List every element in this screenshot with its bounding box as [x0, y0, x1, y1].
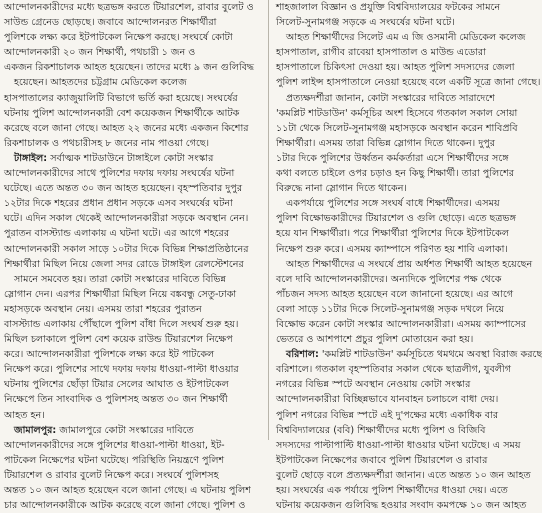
right-column-line: হয়ে যান শিক্ষার্থীরা। পরে শিক্ষার্থীরা পুলিশের দিকে ইটপাটকেল [276, 228, 510, 240]
left-column-line: টাঙ্গাইল: সর্বাত্মক শাটডাউনে টাঙ্গাইলে কোটা সংস্কার [14, 152, 214, 164]
left-column-line: করেছে বলে জানা গেছে। আহত ২২ জনের মধ্যে একজন কিশোর [4, 122, 249, 134]
right-column-line: বিরুদ্ধে নানা স্লোগান দিতে থাকেন। [276, 183, 407, 195]
right-column-line: কথা বলতে চাইলে ওপর চড়াও হন কিছু শিক্ষার্থী। তারা পুলিশের [276, 168, 515, 180]
article-left-column [4, 0, 262, 512]
left-column-line: পুলিশকে লক্ষ্য করে ইটপাটকেল নিক্ষেপ করছে। সংঘর্ষে কোটা [4, 32, 233, 44]
left-column-line: আহত হন। [4, 409, 45, 421]
right-column-line: বরিশালে। গতকাল বৃহস্পতিবার সকাল থেকে ছাত্রলীগ, যুবলীগ [276, 364, 511, 376]
right-column-line: ঘটনায় কয়েকজন গুলিবিদ্ধ হওয়ার সংবাদ কমপক্ষে ১০ জন আহত [276, 500, 527, 512]
right-column-line: 'কমপ্লিট শাটডাউন' কর্মসূচির অংশ হিসেবে গতকাল সকাল সোয়া [276, 107, 518, 119]
left-column-line: পাটকেল নিক্ষেপের ঘটনা ঘটেছে। পরিস্থিতি নিয়ন্ত্রণে পুলিশ [4, 454, 225, 466]
right-column-line: বিক্ষোভ করেন কোটা সংস্কার আন্দোলনকারীরা। এসময় ক্যাম্পাসের [276, 318, 527, 330]
right-column-line: আহত শিক্ষার্থীদের এ সংঘর্ষে প্রায় অর্ধশত শিক্ষার্থী আহত হয়েছেন [286, 258, 533, 270]
right-column-line: পুলিশ বিক্ষোভকারীদের টিয়ারশেল ও গুলি ছোড়ে। এতে ছত্রভঙ্গ [276, 213, 516, 225]
right-column-line: শাহজালাল বিজ্ঞান ও প্রযুক্তি বিশ্ববিদ্যালয়ের ফটকের সামনে [276, 2, 501, 13]
left-column-line: আন্দোলনকারী ২০ জন শিক্ষার্থী, পথচারী ১ জন ও [4, 47, 196, 59]
left-column-line: আন্দোলনকারীদের মধ্যে ছত্রভঙ্গ করতে টিয়ারশেল, রাবার বুলেট ও [4, 2, 254, 13]
left-column-line: বাসস্ট্যান্ড এলাকায় পৌঁছালে পুলিশ বাঁধা দিলে সংঘর্ষ শুরু হয়। [4, 318, 239, 330]
right-column-line: ১১টা থেকে সিলেট-সুনামগঞ্জ মহাসড়কে অবস্থান করেন শাবিপ্রবি [276, 122, 518, 134]
right-column-line: পুলিশ নগরের বিভিন্ন স্পটে এই দু'পক্ষের মধ্যে একাধিক বার [276, 409, 499, 421]
right-column-line: আহত শিক্ষার্থীদের সিলেট এম এ জি ওসমানী মেডিকেল কলেজ [286, 32, 526, 44]
right-column-line: সিলেট-সুনামগঞ্জ সড়কে এ সংঘর্ষের ঘটনা ঘটে। [276, 17, 455, 29]
left-column-line: করে। আন্দোলনকারীরা পুলিশকে লক্ষ্য করে ইট পাটকেল [4, 349, 215, 361]
left-column-line: জামালপুর: জামালপুরে কোটা সংস্কারের দাবিতে [14, 424, 194, 436]
right-column-line: ইটপাটকেল নিক্ষেপের জবাবে পুলিশ টিয়ারশেল ও রাবার [276, 454, 488, 466]
left-column-line: নিক্ষেপ করে। পুলিশের সাথে দফায় দফায় ধাওয়া-পাল্টা ধাওয়ার [4, 364, 239, 376]
right-column-line: নগরের বিভিন্ন স্পটে অবস্থান নেওয়ায় কোটা সংস্কার [276, 379, 471, 391]
left-column-line: ঘটেছে। এতে অন্তত ৩০ জন আহত হয়েছেন। বৃহস্পতিবার দুপুর [4, 183, 243, 195]
left-column-line: ঘটনায় পুলিশ আন্দোলনকারী বেশ কয়েকজন শিক্ষার্থীকে আটক [4, 107, 240, 119]
right-column-line: হাসপাতাল, রাগীব রাবেয়া হাসপাতাল ও মাউন্ড এডোরা [276, 47, 486, 59]
left-column-line: অন্তত ১০ জন আহত হয়েছেন বলে জানা গেছে। এ ঘটনায় পুলিশ [4, 485, 251, 496]
right-column-line: বুলেট ছোড়ে বলে প্রত্যক্ষদর্শীরা জানান। এতে অন্তত ১০ জন আহত [276, 469, 531, 481]
left-column-line: সামনে সমবেত হয়। তারা কোটা সংস্কারের দাবিতে বিভিন্ন [14, 273, 226, 285]
left-column-line: হাসপাতালের ক্যাজুয়ালিটি বিভাগে ভর্তি করা হয়েছে। সংঘর্ষের [4, 92, 238, 104]
left-column-line: শিক্ষার্থীরা মিছিল নিয়ে জেলা সদর রোডে টাঙ্গাইল রেলস্টেশনের [4, 258, 244, 270]
left-column-line: নিক্ষেপে তিন সাংবাদিক ও পুলিশসহ অন্তত ৩০ জন শিক্ষার্থী [4, 394, 228, 406]
left-column-line: হয়েছেন। আহতদের চট্টগ্রাম মেডিকেল কলেজ [14, 77, 187, 89]
right-column-line: সদস্যদের পাল্টাপাল্টি ধাওয়া-পাল্টা ধাওয়ার ঘটনা ঘটেছে। এ সময় [276, 439, 521, 451]
right-column-line: নিক্ষেপ শুরু করে। এসময় ক্যাম্পাসে পরিণত হয় শাবি এলাকা। [276, 243, 508, 255]
left-column-line: একজন রিকশাচালক আহত হয়েছেন। তাদের মধ্যে ৯ জন গুলিবিদ্ধ [4, 62, 255, 74]
left-column-line: স্লোগান দেন। এরপর শিক্ষার্থীরা মিছিল নিয়ে বঙ্কবন্ধু সেতু-ঢাকা [4, 288, 237, 300]
right-column-line: বলে দাবি আন্দোলনকারীদের। অন্যদিকে পুলিশের পক্ষ থেকে [276, 273, 502, 285]
left-column-line: আন্দোলনকারীদের সঙ্গে পুলিশের ধাওয়া-পাল্টা ধাওয়া, ইট- [4, 439, 225, 451]
left-column-line: মিছিল চলাকালে পুলিশ বেশ কয়েক রাউন্ড টিয়ারশেল নিক্ষেপ [4, 334, 233, 346]
left-column-line: সাউন্ড গ্রেনেড ছোড়ছে। জবাবে আন্দোলনরত শিক্ষার্থীরা [4, 17, 217, 29]
column-divider [268, 0, 269, 440]
right-column-line: পাঁচজন সদস্য আহত হয়েছেন বলে জানানো হয়েছে। এর আগে [276, 288, 514, 300]
left-column-line: টিয়ারশেল ও রাবার বুলেট নিক্ষেপ করে। সংঘর্ষে পুলিশসহ [4, 469, 219, 481]
left-column-line: রিকশাচালক ও পথচারীসহ ৮ জনের নাম পাওয়া গেছে। [4, 137, 210, 149]
right-column-line: বরিশাল: 'কমপ্লিট শাটডাউন' কর্মসূচিতে থমথমে অবস্থা বিরাজ করছে [286, 349, 542, 361]
left-column-line: ঘটে। এদিন সকাল থেকেই আন্দোলনকারীরা সড়কে অবস্থান নেন। [4, 213, 249, 225]
left-column-line: ১২টার দিকে শহরের প্রধান প্রধান সড়কে এসব সংঘর্ষের ঘটনা [4, 198, 233, 210]
left-column-line: ঘটনায় পুলিশের ছোঁড়া টিয়ার সেলের আঘাত ও ইটপাটকেল [4, 379, 229, 391]
left-column-line: মহাসড়কে অবস্থান নেয়। এসময় তারা শহরের পুরাতন [4, 303, 202, 315]
left-column-line: চার আন্দোলনকারীকে আটক করেছে বলে জানা গেছে। পুলিশ ও [4, 500, 246, 512]
right-column-line: প্রত্যক্ষদর্শীরা জানান, কোটা সংস্কারের দাবিতে সারাদেশে [286, 92, 495, 104]
right-column-line: পুলিশ লাইন্স হাসপাতালে নেওয়া হয়েছে বলে একটি সূত্রে জানা গেছে। [276, 77, 541, 89]
article-right-column [276, 0, 542, 512]
right-column-line: হাসপাতালে চিকিৎসা দেওয়া হয়। আহত পুলিশ সদস্যদের জেলা [276, 62, 515, 74]
left-column-line: পুরাতন বাসস্ট্যান্ড এলাকায় এ ঘটনা ঘটে। এর আগে শহরের [4, 228, 230, 240]
left-column-line: আন্দোলনকারী সকাল সাড়ে ১০টার দিকে বিভিন্ন শিক্ষাপ্রতিষ্ঠানের [4, 243, 249, 255]
right-column-line: ভেতরে ও আশপাশে প্রচুর পুলিশ মোতায়েন করা হয়। [276, 334, 474, 346]
right-column-line: একপর্যায়ে পুলিশের সঙ্গে সংঘর্ষ বাধে শিক্ষার্থীদের। এসময় [286, 198, 500, 210]
right-column-line: বিশ্ববিদ্যালয়ের (ববি) শিক্ষার্থীদের মধ্যে পুলিশ ও বিজিবি [276, 424, 486, 436]
right-column-line: ১টার দিকে পুলিশের উর্ধ্বতন কর্মকর্তারা এসে শিক্ষার্থীদের সঙ্গে [276, 152, 509, 164]
left-column-line: আন্দোলনকারীদের সাথে পুলিশের দফায় দফায় সংঘর্ষের ঘটনা [4, 168, 235, 180]
right-column-line: হয়। সংঘর্ষের এক পর্যায়ে পুলিশ শিক্ষার্থীদের ধাওয়া দেয়। এতে [276, 485, 508, 496]
right-column-line: আন্দোলনকারীরা বিচ্ছিন্নভাবে যানবাহন চলাচলে বাধা দেয়। [276, 394, 499, 406]
right-column-line: শিক্ষার্থীরা। এসময় তারা বিভিন্ন স্লোগান দিতে থাকেন। দুপুর [276, 137, 496, 149]
right-column-line: বেলা সাড়ে ১১টার দিকে সিলেট-সুনামগঞ্জ সড়ক দখলে নিয়ে [276, 303, 505, 315]
